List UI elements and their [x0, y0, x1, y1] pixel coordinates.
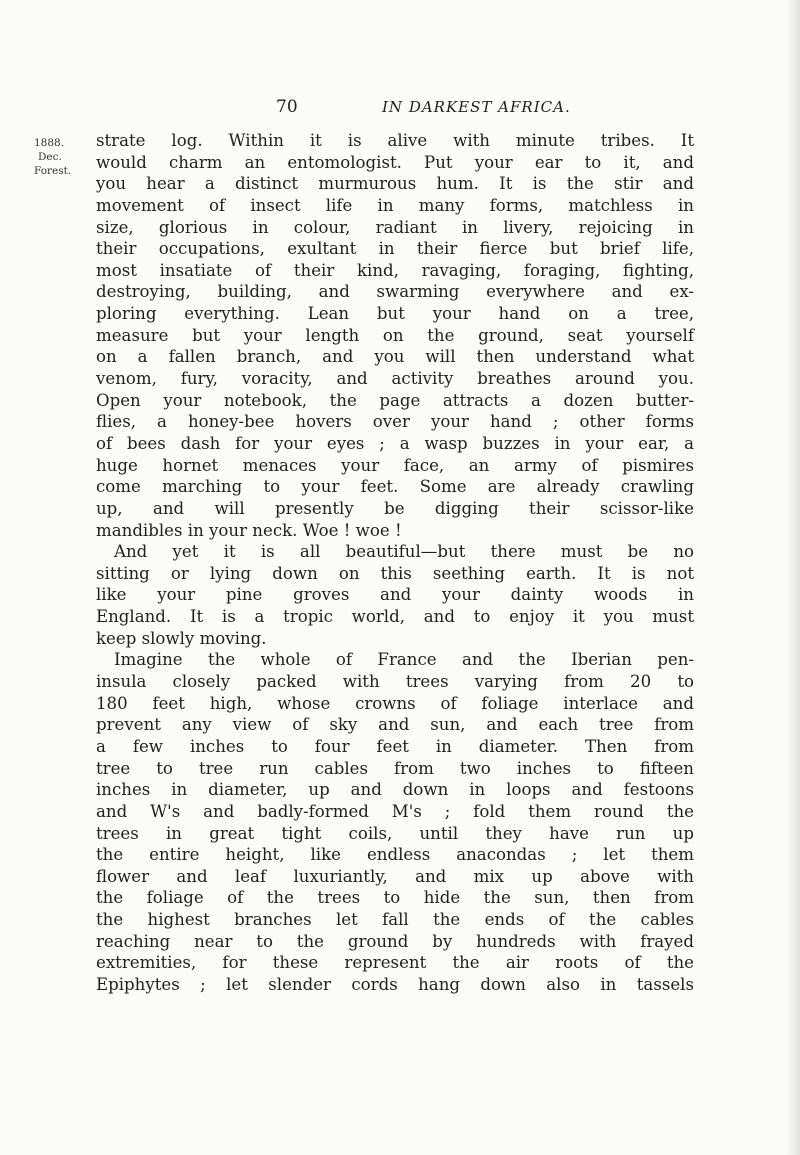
text-line: a few inches to four feet in diameter. Then from: [96, 736, 694, 756]
text-line: prevent any view of sky and sun, and each tree from: [96, 715, 694, 735]
text-line: destroying, building, and swarming everywhere and ex-: [96, 282, 694, 302]
text-line: 180 feet high, whose crowns of foliage interlace and: [96, 693, 694, 713]
body-text: [96, 130, 694, 996]
page-number: 70: [276, 97, 298, 117]
text-line: keep slowly moving.: [96, 628, 267, 648]
text-line: up, and will presently be digging their scissor-like: [96, 498, 694, 518]
text-line: like your pine groves and your dainty woods in: [96, 585, 694, 605]
text-line: reaching near to the ground by hundreds with frayed: [96, 931, 694, 951]
text-line: trees in great tight coils, until they have run up: [96, 823, 694, 843]
margin-note-year: 1888.: [34, 137, 65, 149]
text-line: movement of insect life in many forms, matchless in: [96, 195, 694, 215]
text-line: strate log. Within it is alive with minute tribes. It: [96, 131, 694, 150]
page-header: [276, 96, 696, 118]
text-line: of bees dash for your eyes ; a wasp buzzes in your ear, a: [96, 433, 694, 453]
text-line: come marching to your feet. Some are already crawling: [96, 477, 694, 497]
text-line: Open your notebook, the page attracts a dozen butter-: [96, 390, 694, 410]
text-line: ploring everything. Lean but your hand on a tree,: [96, 304, 694, 324]
text-line: England. It is a tropic world, and to enjoy it you must: [96, 607, 694, 627]
text-line: And yet it is all beautiful—but there must be no: [114, 542, 694, 562]
text-line: most insatiate of their kind, ravaging, foraging, fighting,: [96, 260, 694, 280]
text-line: and W's and badly-formed M's ; fold them round the: [96, 801, 694, 821]
margin-note: [34, 136, 78, 178]
text-line: insula closely packed with trees varying from 20 to: [96, 672, 694, 692]
text-line: flies, a honey-bee hovers over your hand ; other forms: [96, 412, 694, 432]
text-line: extremities, for these represent the air roots of the: [96, 953, 694, 973]
text-line: mandibles in your neck. Woe ! woe !: [96, 520, 402, 540]
text-line: huge hornet menaces your face, an army of pismires: [96, 455, 694, 475]
text-line: Imagine the whole of France and the Iberian pen-: [114, 650, 694, 670]
text-line: would charm an entomologist. Put your ear to it, and: [96, 152, 694, 172]
text-line: flower and leaf luxuriantly, and mix up above with: [96, 866, 694, 886]
page-edge-shadow: [786, 0, 800, 1155]
text-line: on a fallen branch, and you will then understand what: [96, 347, 694, 367]
text-line: the foliage of the trees to hide the sun, then from: [96, 888, 694, 908]
margin-note-place: Forest.: [34, 165, 72, 177]
text-line: inches in diameter, up and down in loops and festoons: [96, 780, 694, 800]
text-line: the highest branches let fall the ends of the cables: [96, 910, 694, 930]
text-line: Epiphytes ; let slender cords hang down also in tassels: [96, 974, 694, 994]
text-line: sitting or lying down on this seething earth. It is not: [96, 563, 694, 583]
margin-note-month: Dec.: [38, 151, 62, 163]
text-line: measure but your length on the ground, seat yourself: [96, 325, 694, 345]
text-line: tree to tree run cables from two inches to fifteen: [96, 758, 694, 778]
text-line: venom, fury, voracity, and activity breathes around you.: [96, 369, 694, 389]
text-line: their occupations, exultant in their fierce but brief life,: [96, 239, 694, 259]
text-line: the entire height, like endless anacondas ; let them: [96, 845, 694, 865]
text-line: you hear a distinct murmurous hum. It is the stir and: [96, 174, 694, 194]
text-line: size, glorious in colour, radiant in livery, rejoicing in: [96, 217, 694, 237]
running-title: IN DARKEST AFRICA.: [382, 98, 571, 116]
